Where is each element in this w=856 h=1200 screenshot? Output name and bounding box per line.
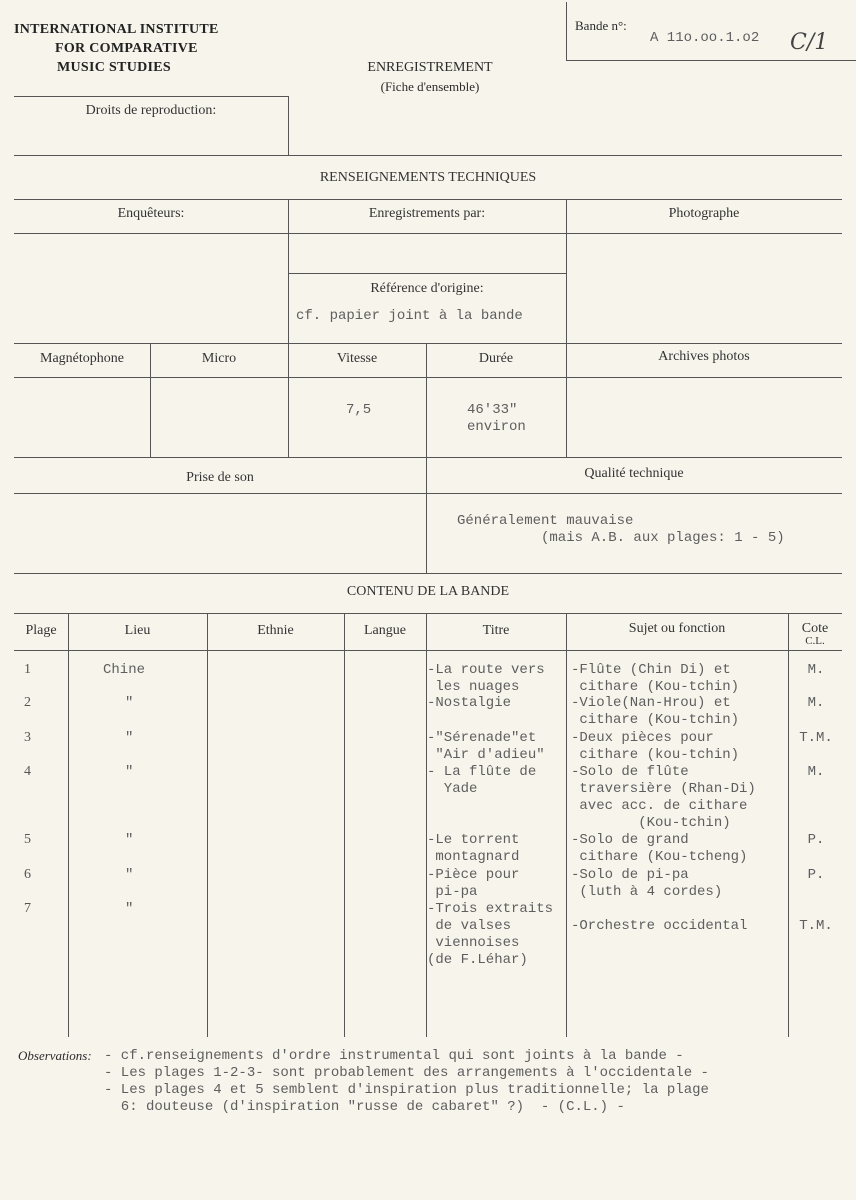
- prise-header-rule: [14, 493, 842, 494]
- col-header-cote: Cote: [801, 621, 829, 636]
- observation-line-3: - Les plages 4 et 5 semblent d'inspiration plus traditionnelle; la plage: [104, 1082, 709, 1098]
- col-header-sujet: Sujet ou fonction: [628, 621, 726, 636]
- row-sujet-line: -Deux pièces pour: [571, 730, 714, 746]
- row-titre-line: -Trois extraits: [427, 901, 554, 917]
- observation-line-2: - Les plages 1-2-3- sont probablement des arrangements à l'occidentale -: [104, 1065, 709, 1081]
- duree-value-line1: 46'33": [467, 402, 518, 418]
- content-table-top-border: [14, 613, 842, 614]
- row-cote: P.: [807, 832, 825, 848]
- col-divider-titre: [566, 613, 567, 1037]
- enregistrements-label: Enregistrements par:: [368, 206, 486, 221]
- row-titre-line: Yade: [427, 781, 478, 797]
- technical-section-title: RENSEIGNEMENTS TECHNIQUES: [319, 170, 537, 185]
- row-sujet-line: cithare (Kou-tchin): [571, 679, 740, 695]
- row-titre-line: les nuages: [427, 679, 520, 695]
- rights-bottom-border: [14, 155, 842, 156]
- col-header-plage: Plage: [25, 623, 57, 638]
- row-sujet-line: avec acc. de cithare: [571, 798, 748, 814]
- col-header-ethnie: Ethnie: [257, 623, 294, 638]
- reference-top-border: [288, 273, 566, 274]
- row-lieu: ": [125, 867, 134, 883]
- prise-de-son-label: Prise de son: [186, 470, 254, 485]
- equipment-header-rule: [14, 377, 842, 378]
- bande-box-bottom-border: [566, 60, 856, 61]
- row-sujet-line: -Solo de flûte: [571, 764, 689, 780]
- prise-top-border: [14, 457, 842, 458]
- qualite-value-line2: (mais A.B. aux plages: 1 - 5): [541, 530, 785, 546]
- col-divider-sujet: [788, 613, 789, 1037]
- row-sujet-line: -Solo de grand: [571, 832, 689, 848]
- row-titre-line: de valses: [427, 918, 512, 934]
- row-cote: P.: [807, 867, 825, 883]
- bande-handwritten-note: C/1: [790, 30, 829, 55]
- technical-rule-2: [14, 233, 842, 234]
- content-table-header-rule: [14, 650, 842, 651]
- col-header-cote-sub: C.L.: [805, 635, 825, 647]
- equipment-top-border: [14, 343, 842, 344]
- row-plage: 3: [24, 730, 31, 745]
- col-divider-lieu: [207, 613, 208, 1037]
- row-cote: M.: [807, 764, 825, 780]
- row-titre-line: pi-pa: [427, 884, 478, 900]
- row-titre-line: "Air d'adieu": [427, 747, 545, 763]
- reference-label: Référence d'origine:: [370, 281, 484, 296]
- row-sujet-line: cithare (Kou-tcheng): [571, 849, 748, 865]
- row-lieu: ": [125, 764, 134, 780]
- row-titre-line: -Nostalgie: [427, 695, 512, 711]
- observation-line-1: - cf.renseignements d'ordre instrumental qui sont joints à la bande -: [104, 1048, 684, 1064]
- row-sujet-line: traversière (Rhan-Di): [571, 781, 756, 797]
- row-plage: 7: [24, 901, 31, 916]
- duree-label: Durée: [478, 351, 514, 366]
- row-plage: 4: [24, 764, 31, 779]
- qualite-value-line1: Généralement mauvaise: [457, 513, 634, 529]
- bande-label: Bande n°:: [575, 18, 627, 33]
- col-header-lieu: Lieu: [124, 623, 151, 638]
- observation-line-4: 6: douteuse (d'inspiration "russe de cabaret" ?) - (C.L.) -: [104, 1099, 625, 1115]
- rights-right-border: [288, 96, 289, 156]
- duree-value-line2: environ: [467, 419, 526, 435]
- magnetophone-label: Magnétophone: [40, 351, 124, 366]
- row-plage: 5: [24, 832, 31, 847]
- technical-bottom-border: [14, 573, 842, 574]
- vitesse-label: Vitesse: [336, 351, 378, 366]
- row-sujet-line: (Kou-tchin): [571, 815, 731, 831]
- col-divider-plage: [68, 613, 69, 1037]
- institute-name-line2: FOR COMPARATIVE: [55, 41, 198, 56]
- row-lieu: ": [125, 832, 134, 848]
- form-subtitle: (Fiche d'ensemble): [380, 79, 480, 94]
- archives-label: Archives photos: [658, 349, 750, 364]
- row-lieu: ": [125, 695, 134, 711]
- row-sujet-line: -Flûte (Chin Di) et: [571, 662, 731, 678]
- micro-label: Micro: [201, 351, 237, 366]
- enqueteurs-label: Enquêteurs:: [117, 206, 185, 221]
- row-cote: T.M.: [799, 730, 833, 746]
- institute-name-line1: INTERNATIONAL INSTITUTE: [14, 22, 219, 37]
- vitesse-value: 7,5: [346, 402, 372, 418]
- col-header-titre: Titre: [482, 623, 510, 638]
- row-cote: M.: [807, 695, 825, 711]
- row-sujet-line: -Solo de pi-pa: [571, 867, 689, 883]
- row-titre-line: viennoises: [427, 935, 520, 951]
- row-cote: T.M.: [799, 918, 833, 934]
- institute-name-line3: MUSIC STUDIES: [57, 60, 171, 75]
- bande-number: A 11o.oo.1.o2: [650, 30, 760, 46]
- technical-rule-1: [14, 199, 842, 200]
- row-sujet-line: (luth à 4 cordes): [571, 884, 723, 900]
- row-titre-line: -"Sérenade"et: [427, 730, 537, 746]
- row-sujet-line: -Orchestre occidental: [571, 918, 748, 934]
- reference-value: cf. papier joint à la bande: [296, 308, 523, 324]
- observations-label: Observations:: [18, 1048, 92, 1063]
- row-lieu: Chine: [103, 662, 146, 678]
- row-plage: 2: [24, 695, 31, 710]
- rights-label: Droits de reproduction:: [85, 103, 217, 118]
- rights-top-border: [14, 96, 288, 97]
- photographe-label: Photographe: [668, 206, 740, 221]
- qualite-label: Qualité technique: [584, 466, 684, 481]
- row-sujet-line: -Viole(Nan-Hrou) et: [571, 695, 731, 711]
- row-lieu: ": [125, 730, 134, 746]
- row-titre-line: -Le torrent: [427, 832, 520, 848]
- row-plage: 6: [24, 867, 31, 882]
- form-title: ENREGISTREMENT: [367, 60, 493, 75]
- col-header-langue: Langue: [364, 623, 406, 638]
- row-titre-line: (de F.Léhar): [427, 952, 528, 968]
- bande-box-left-border: [566, 2, 567, 60]
- row-sujet-line: cithare (kou-tchin): [571, 747, 740, 763]
- row-lieu: ": [125, 901, 134, 917]
- row-titre-line: montagnard: [427, 849, 520, 865]
- row-titre-line: -La route vers: [427, 662, 545, 678]
- content-section-title: CONTENU DE LA BANDE: [346, 584, 510, 599]
- col-divider-ethnie: [344, 613, 345, 1037]
- row-titre-line: - La flûte de: [427, 764, 537, 780]
- row-plage: 1: [24, 662, 31, 677]
- row-cote: M.: [807, 662, 825, 678]
- row-sujet-line: cithare (Kou-tchin): [571, 712, 740, 728]
- row-titre-line: -Pièce pour: [427, 867, 520, 883]
